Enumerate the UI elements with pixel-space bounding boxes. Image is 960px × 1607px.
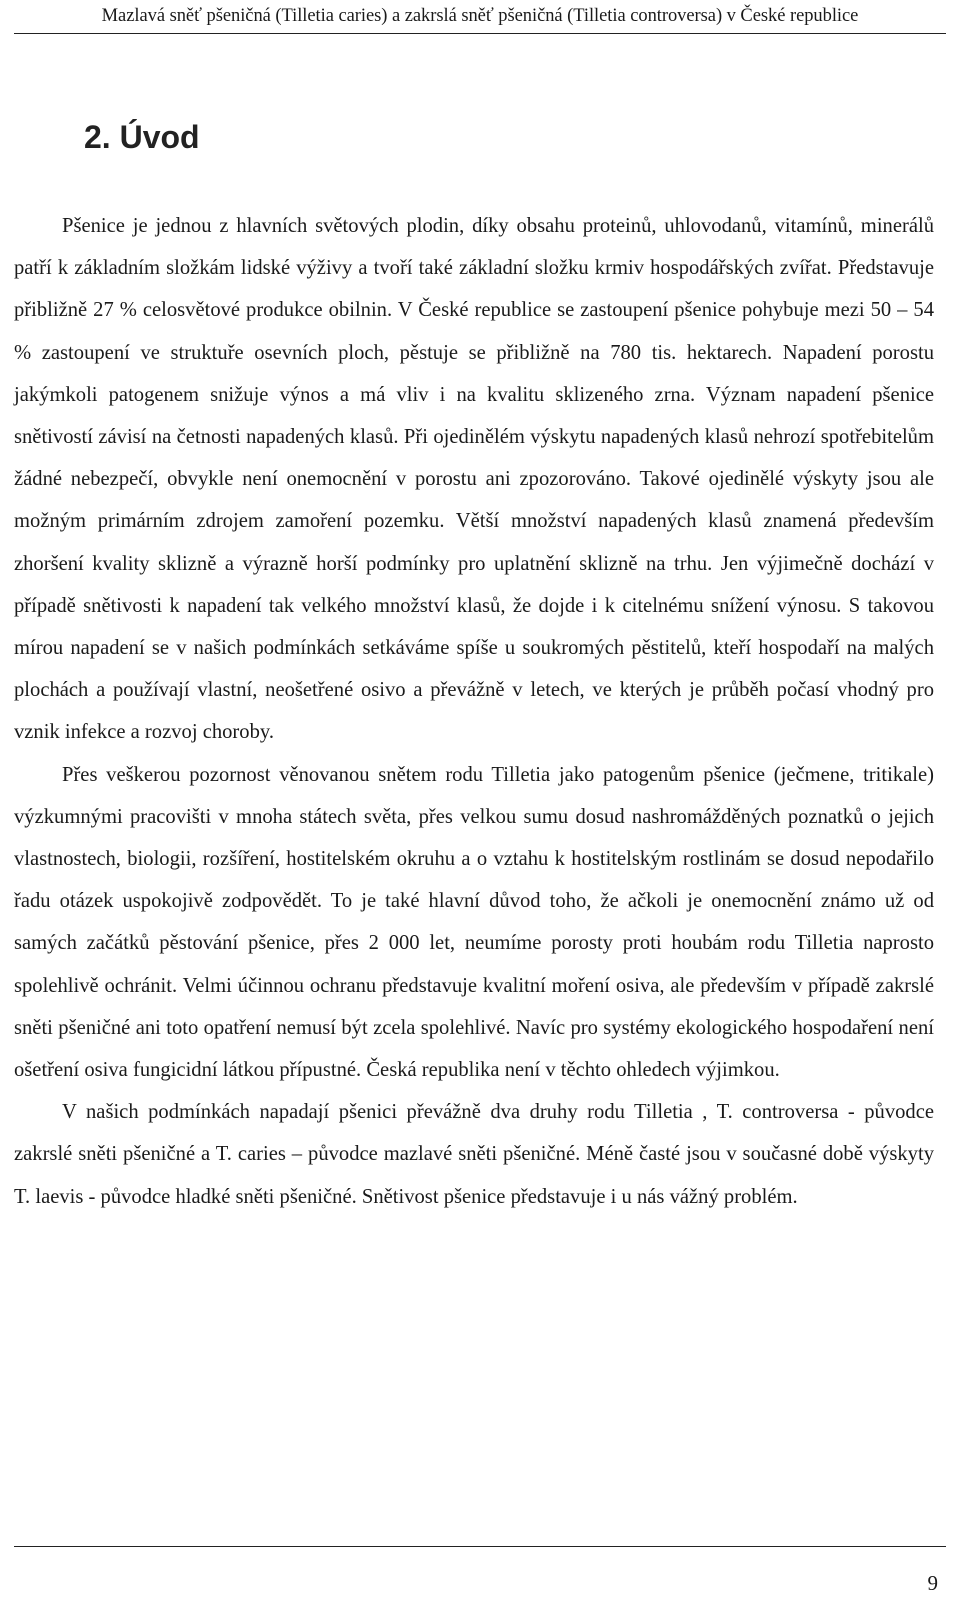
header-divider	[14, 33, 946, 34]
paragraph-1: Pšenice je jednou z hlavních světových plodin, díky obsahu proteinů, uhlovodanů, vitamínů, minerálů patří k základním složkám lidské výživy a tvoří také základní složku krmiv hospodářských zvířat. Představuje přibližně 27 % celosvětové produkce obilnin. V České republice se zastoupení pšenice pohybuje mezi 50 – 54 % zastoupení ve struktuře osevních ploch, pěstuje se přibližně na 780 tis. hektarech. Napadení porostu jakýmkoli patogenem snižuje výnos a má vliv i na kvalitu sklizeného zrna. Význam napadení pšenice snětivostí závisí na četnosti napadených klasů. Při ojedinělém výskytu napadených klasů nehrozí spotřebitelům žádné nebezpečí, obvykle není onemocnění v porostu ani zpozorováno. Takové ojedinělé výskyty jsou ale možným primárním zdrojem zamoření pozemku. Větší množství napadených klasů znamená především zhoršení kvality sklizně a výrazně horší podmínky pro uplatnění sklizně na trhu. Jen výjimečně dochází v případě snětivosti k napadení tak velkého množství klasů, že dojde i k citelnému snížení výnosu. S takovou mírou napadení se v našich podmínkách setkáváme spíše u soukromých pěstitelů, kteří hospodaří na malých plochách a používají vlastní, neošetřené osivo a převážně v letech, ve kterých je průběh počasí vhodný pro vznik infekce a rozvoj choroby.	[14, 215, 934, 744]
paragraph-3: V našich podmínkách napadají pšenici převážně dva druhy rodu Tilletia , T. controversa - původce zakrslé sněti pšeničné a T. caries – původce mazlavé sněti pšeničné. Méně časté jsou v současné době výskyty T. laevis - původce hladké sněti pšeničné. Snětivost pšenice představuje i u nás vážný problém.	[14, 1101, 934, 1208]
footer-divider	[14, 1546, 946, 1547]
body-text	[14, 205, 934, 1218]
paragraph-2: Přes veškerou pozornost věnovanou snětem rodu Tilletia jako patogenům pšenice (ječmene, tritikale) výzkumnými pracovišti v mnoha státech světa, přes velkou sumu dosud nashromážděných poznatků o jejich vlastnostech, biologii, rozšíření, hostitelském okruhu a o vztahu k hostitelským rostlinám se dosud nepodařilo řadu otázek uspokojivě zodpovědět. To je také hlavní důvod toho, že ačkoli je onemocnění známo už od samých začátků pěstování pšenice, přes 2 000 let, neumíme porosty proti houbám rodu Tilletia naprosto spolehlivě ochránit. Velmi účinnou ochranu představuje kvalitní moření osiva, ale především v případě zakrslé sněti pšeničné ani toto opatření nemusí být zcela spolehlivé. Navíc pro systémy ekologického hospodaření není ošetření osiva fungicidní látkou přípustné. Česká republika není v těchto ohledech výjimkou.	[14, 763, 934, 1082]
running-header: Mazlavá sněť pšeničná (Tilletia caries) a zakrslá sněť pšeničná (Tilletia controversa) v České republice	[101, 6, 859, 26]
section-title: 2. Úvod	[84, 119, 200, 155]
page-number: 9	[927, 1571, 938, 1595]
